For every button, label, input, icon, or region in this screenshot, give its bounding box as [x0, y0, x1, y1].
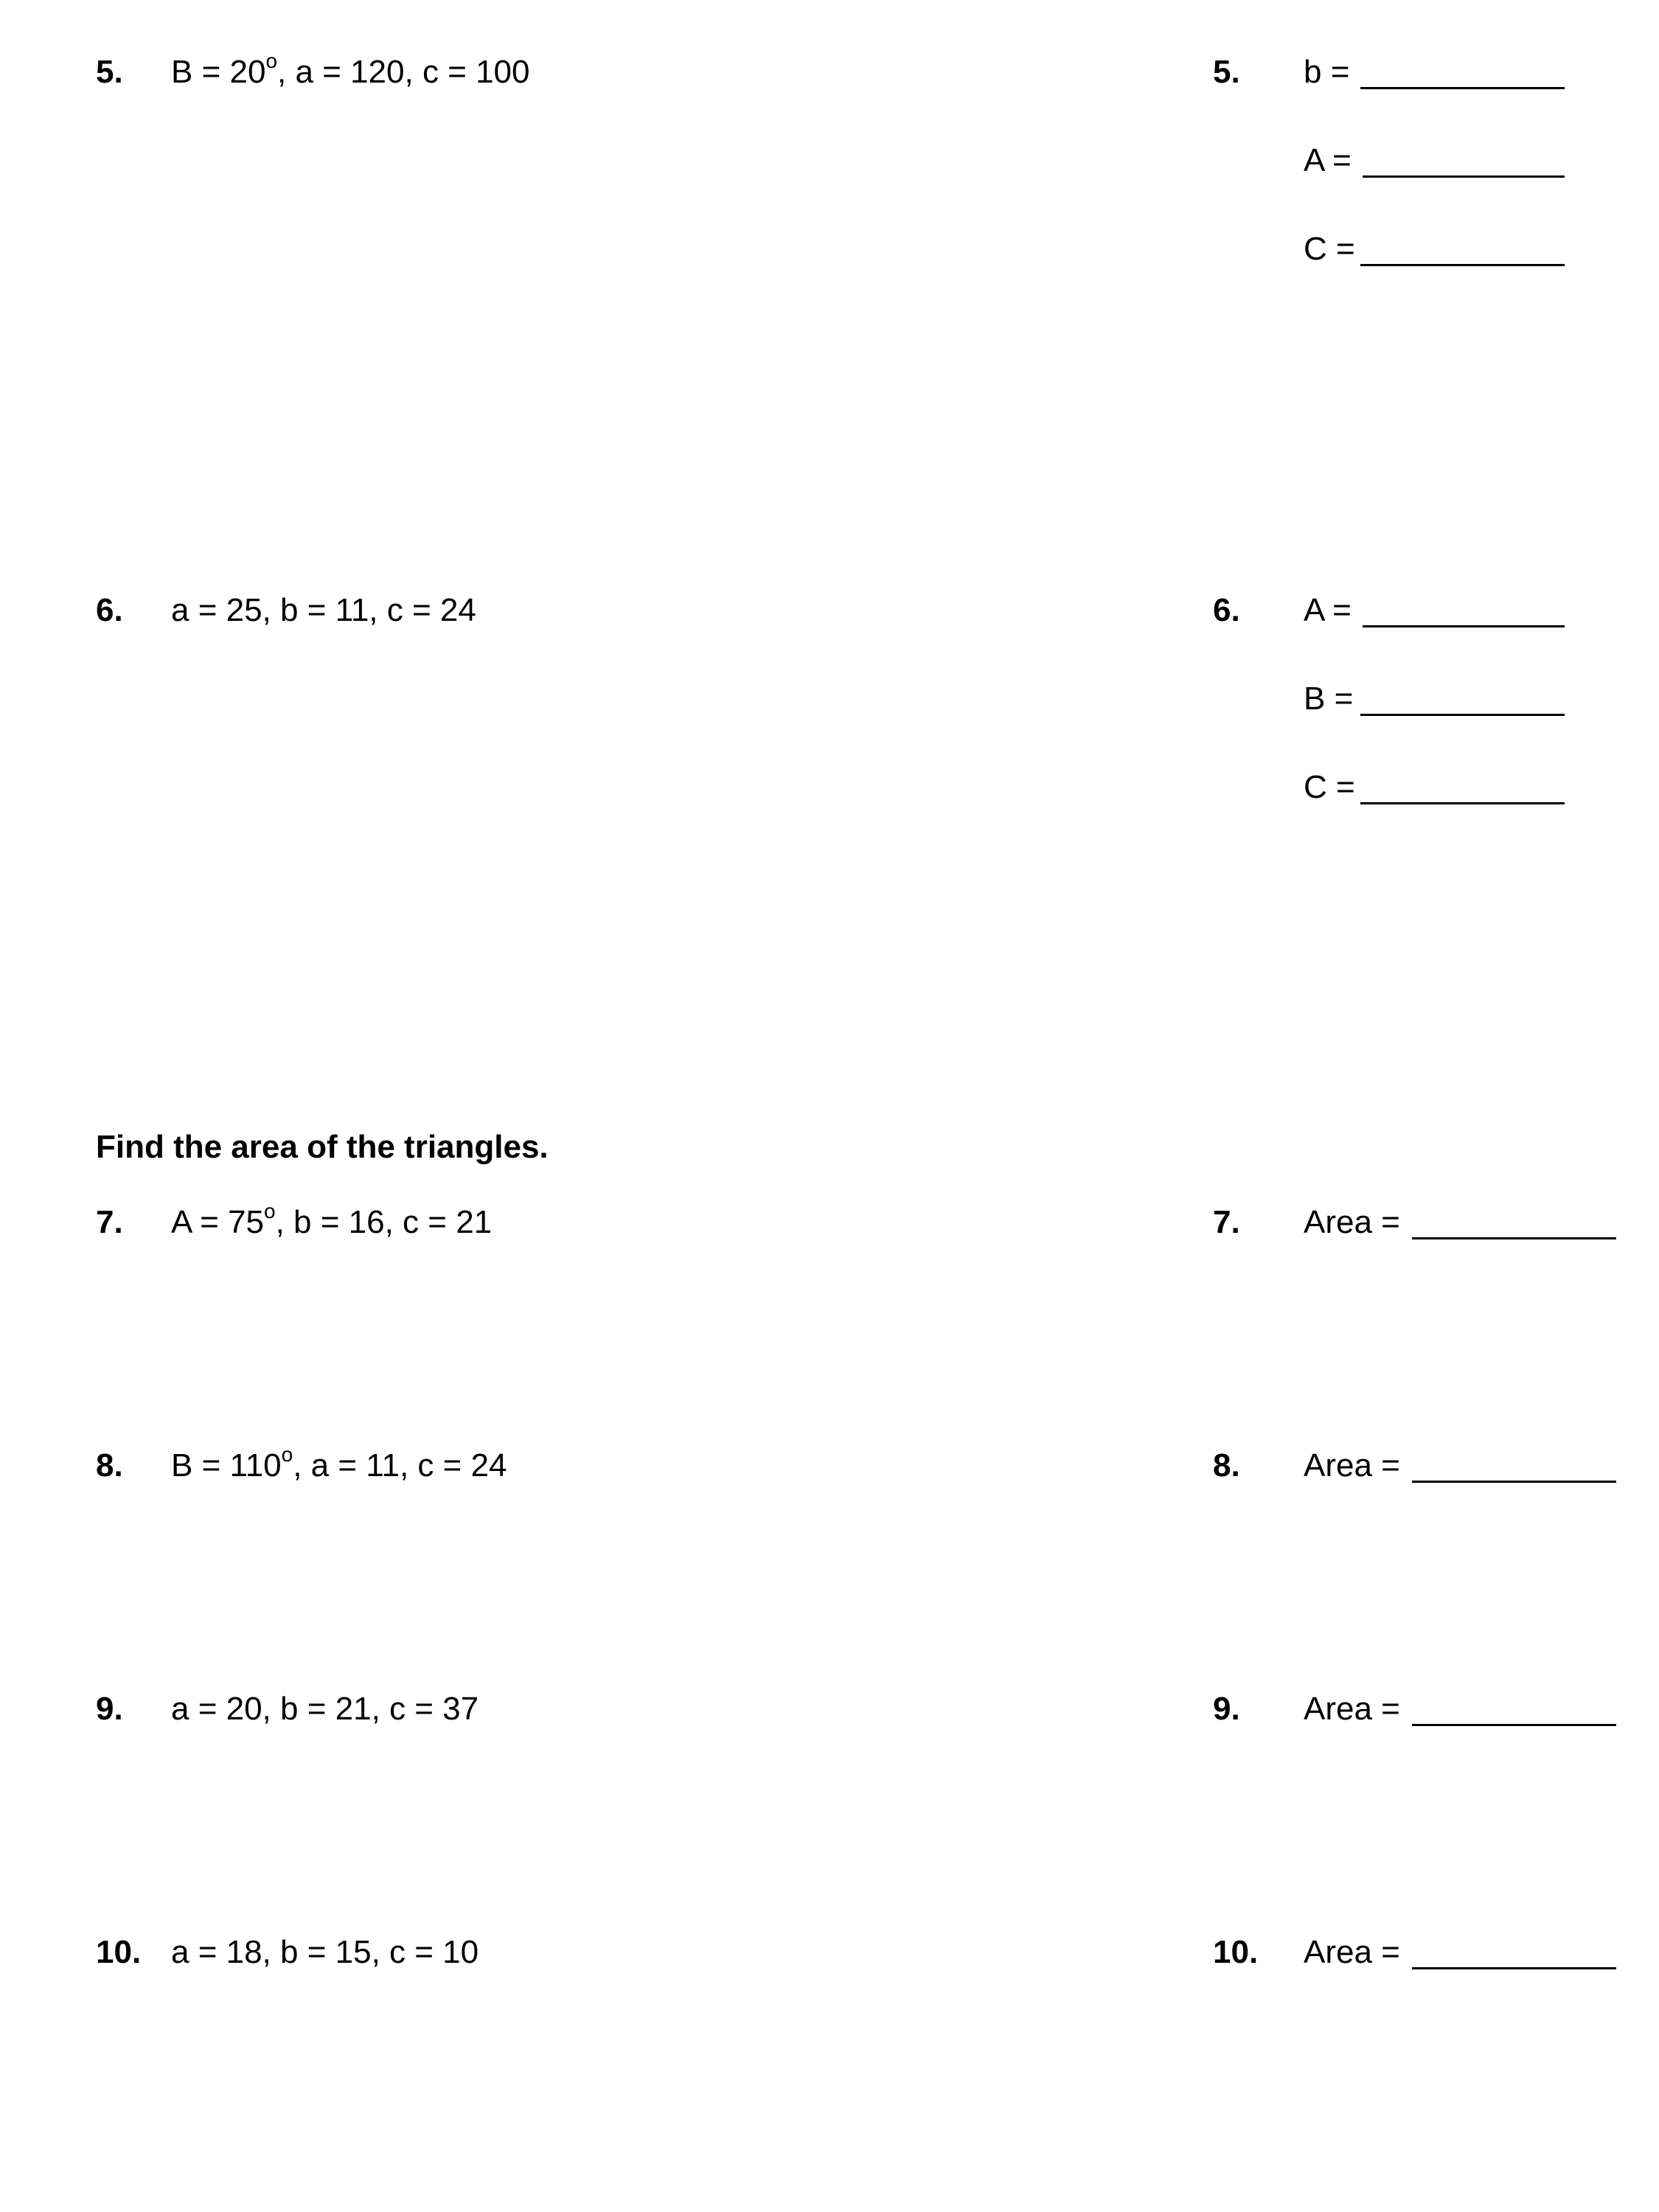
problem-8-given-pre: B = 110: [171, 1447, 282, 1484]
degree-symbol: o: [265, 49, 278, 73]
problem-10-number: 10.: [96, 1934, 142, 1970]
problem-7-given: [171, 1200, 493, 1242]
answer-8-number: 8.: [1213, 1447, 1240, 1484]
answer-5-b-line[interactable]: [1360, 87, 1565, 89]
problem-10-given: a = 18, b = 15, c = 10: [171, 1934, 479, 1970]
answer-5-number: 5.: [1213, 54, 1240, 90]
answer-5-C-label: C =: [1304, 231, 1355, 267]
problem-8-given: [171, 1443, 507, 1485]
answer-6-A-label: A =: [1304, 592, 1352, 628]
problem-8-number: 8.: [96, 1447, 123, 1484]
problem-5-given-post: , a = 120, c = 100: [277, 54, 530, 90]
answer-8-area-line[interactable]: [1412, 1481, 1616, 1483]
problem-7-given-post: , b = 16, c = 21: [275, 1204, 493, 1240]
answer-10-number: 10.: [1213, 1934, 1259, 1970]
degree-symbol: o: [264, 1200, 276, 1223]
problem-6-given: a = 25, b = 11, c = 24: [171, 592, 476, 628]
problem-5-given-pre: B = 20: [171, 54, 266, 90]
answer-6-C-label: C =: [1304, 769, 1355, 805]
answer-10-area-line[interactable]: [1412, 1967, 1616, 1969]
answer-5-b-label: b =: [1304, 54, 1350, 90]
answer-7-area-label: Area =: [1304, 1204, 1400, 1240]
problem-7-number: 7.: [96, 1204, 123, 1240]
degree-symbol: o: [281, 1443, 293, 1467]
answer-6-B-line[interactable]: [1360, 714, 1565, 716]
answer-7-area-line[interactable]: [1412, 1237, 1616, 1239]
answer-5-A-label: A =: [1304, 142, 1352, 178]
problem-7-given-pre: A = 75: [171, 1204, 265, 1240]
answer-6-B-label: B =: [1304, 681, 1354, 717]
answer-6-number: 6.: [1213, 592, 1240, 628]
answer-7-number: 7.: [1213, 1204, 1240, 1240]
problem-6-number: 6.: [96, 592, 123, 628]
answer-9-number: 9.: [1213, 1691, 1240, 1727]
answer-10-area-label: Area =: [1304, 1934, 1400, 1970]
problem-9-given: a = 20, b = 21, c = 37: [171, 1691, 479, 1727]
answer-5-A-line[interactable]: [1363, 175, 1565, 178]
answer-6-C-line[interactable]: [1360, 802, 1565, 804]
answer-8-area-label: Area =: [1304, 1447, 1400, 1484]
answer-5-C-line[interactable]: [1360, 264, 1565, 266]
problem-8-given-post: , a = 11, c = 24: [293, 1447, 507, 1484]
answer-6-A-line[interactable]: [1363, 625, 1565, 627]
problem-5-number: 5.: [96, 54, 123, 90]
answer-9-area-line[interactable]: [1412, 1724, 1616, 1726]
problem-9-number: 9.: [96, 1691, 123, 1727]
answer-9-area-label: Area =: [1304, 1691, 1400, 1727]
section-heading: Find the area of the triangles.: [96, 1129, 549, 1165]
problem-5-given: [171, 49, 530, 91]
